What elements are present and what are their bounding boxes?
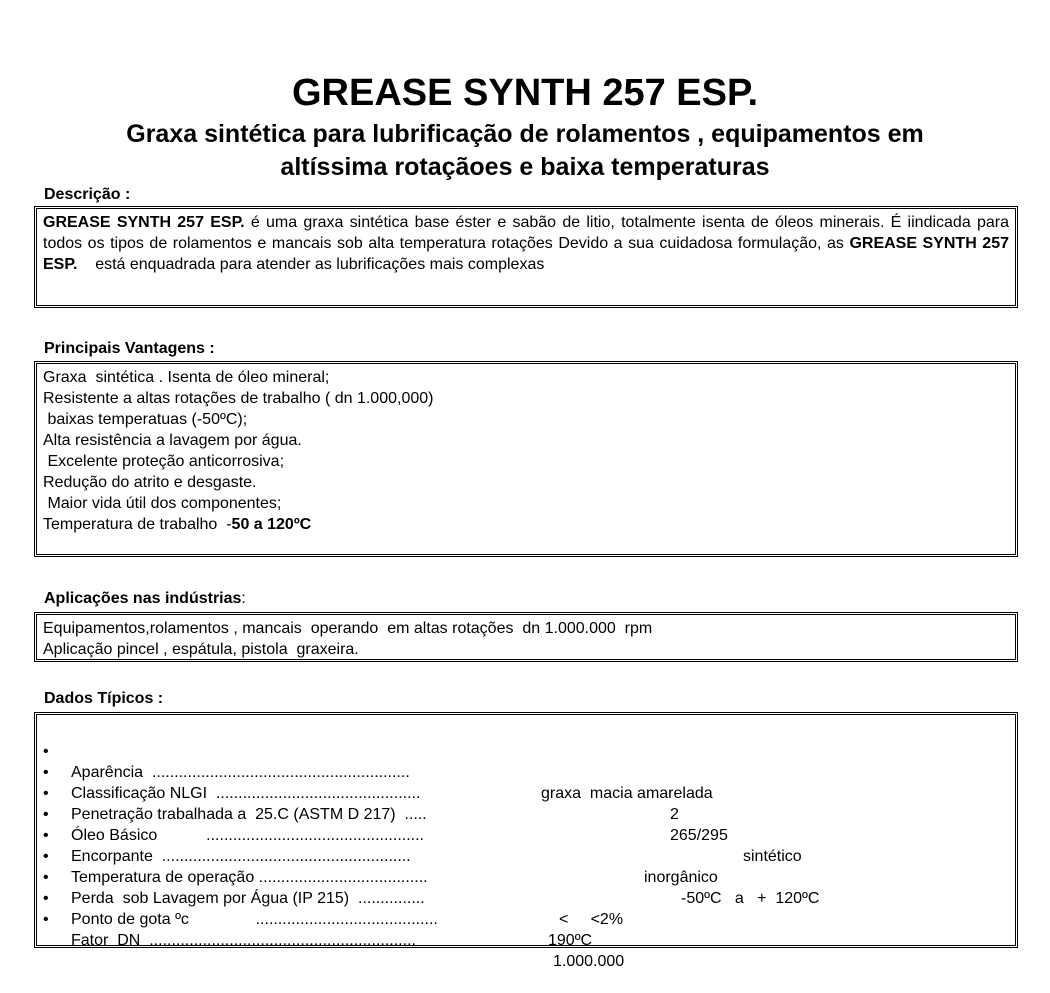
- aplicacoes-box: [34, 612, 1018, 662]
- data-value: 265/295: [670, 827, 728, 844]
- vantagem-item: Resistente a altas rotações de trabalho ( dn 1.000,000): [43, 390, 434, 407]
- aplicacoes-heading-colon: :: [241, 590, 246, 607]
- data-value: -50ºC a + 120ºC: [681, 890, 820, 907]
- bullet: •: [43, 911, 49, 928]
- aplicacoes-heading: [44, 590, 246, 608]
- aplicacoes-heading-text: Aplicações nas indústrias: [44, 590, 242, 607]
- data-value: 190ºC: [548, 932, 593, 949]
- bullet: •: [43, 743, 49, 760]
- dados-box: [34, 712, 1018, 970]
- vantagem-item: Excelente proteção anticorrosiva;: [43, 453, 285, 470]
- descricao-text-part-2: está enquadrada para atender as lubrificações mais complexas: [77, 256, 545, 273]
- document-subtitle: [40, 118, 1010, 184]
- vantagens-heading: Principais Vantagens :: [44, 340, 215, 357]
- data-value: 2: [670, 806, 679, 823]
- bullet: •: [43, 848, 49, 865]
- vantagem-temperature: [43, 514, 1009, 535]
- data-label: Temperatura de operação ......................................: [71, 869, 428, 886]
- data-label: Aparência ..........................................................: [71, 764, 410, 781]
- bullet: •: [43, 890, 49, 907]
- data-value: inorgânico: [644, 869, 718, 886]
- data-label: Perda sob Lavagem por Água (IP 215) ...............: [71, 890, 425, 907]
- descricao-box: [34, 206, 1018, 308]
- bullet: •: [43, 806, 49, 823]
- vantagem-item: Redução do atrito e desgaste.: [43, 474, 257, 491]
- vantagem-item: baixas temperatuas (-50ºC);: [43, 411, 248, 428]
- descricao-text: [43, 212, 1009, 275]
- descricao-heading: Descrição :: [44, 186, 131, 203]
- bullet: •: [43, 869, 49, 886]
- vantagens-box: [34, 361, 1018, 557]
- subtitle-line-2: altíssima rotaçãoes e baixa temperaturas: [280, 153, 770, 181]
- data-value: 1.000.000: [553, 953, 625, 970]
- data-value: sintético: [743, 848, 802, 865]
- data-label: Fator DN ............................................................: [71, 932, 416, 949]
- data-label: Penetração trabalhada a 25.C (ASTM D 217) .....: [71, 806, 427, 823]
- data-label: Encorpante ........................................................: [71, 848, 411, 865]
- data-label: Óleo Básico .................................................: [71, 827, 424, 844]
- document-title: GREASE SYNTH 257 ESP.: [291, 72, 759, 114]
- bullet: •: [43, 764, 49, 781]
- data-label: Classificação NLGI ..............................................: [71, 785, 421, 802]
- temperature-prefix: Temperatura de trabalho -: [43, 516, 232, 533]
- data-value: < <2%: [559, 911, 624, 928]
- bullet: •: [43, 785, 49, 802]
- aplicacao-item: Aplicação pincel , espátula, pistola graxeira.: [43, 641, 359, 658]
- vantagem-item: Graxa sintética . Isenta de óleo mineral;: [43, 369, 330, 386]
- data-label: Ponto de gota ºc .........................................: [71, 911, 438, 928]
- product-name-2: GREASE SYNTH 257 ESP.: [43, 235, 1009, 273]
- descricao-text-part-1: é uma graxa sintética base éster e sabão de litio, totalmente isenta de óleos minerais. É iindicada para todos os tipos de rolamentos e mancais sob alta temperatura rotações Devido a sua cuidadosa formulação, as: [43, 214, 1009, 252]
- aplicacao-item: Equipamentos,rolamentos , mancais operando em altas rotações dn 1.000.000 rpm: [43, 620, 653, 637]
- temperature-range: 50 a 120ºC: [231, 516, 312, 533]
- dados-heading: Dados Típicos :: [44, 690, 164, 707]
- vantagem-item: Alta resistência a lavagem por água.: [43, 432, 302, 449]
- bullet: •: [43, 827, 49, 844]
- product-name: GREASE SYNTH 257 ESP.: [43, 214, 245, 231]
- subtitle-line-1: Graxa sintética para lubrificação de rolamentos , equipamentos em: [126, 120, 924, 148]
- vantagem-item: Maior vida útil dos componentes;: [43, 495, 282, 512]
- data-value: graxa macia amarelada: [541, 785, 713, 802]
